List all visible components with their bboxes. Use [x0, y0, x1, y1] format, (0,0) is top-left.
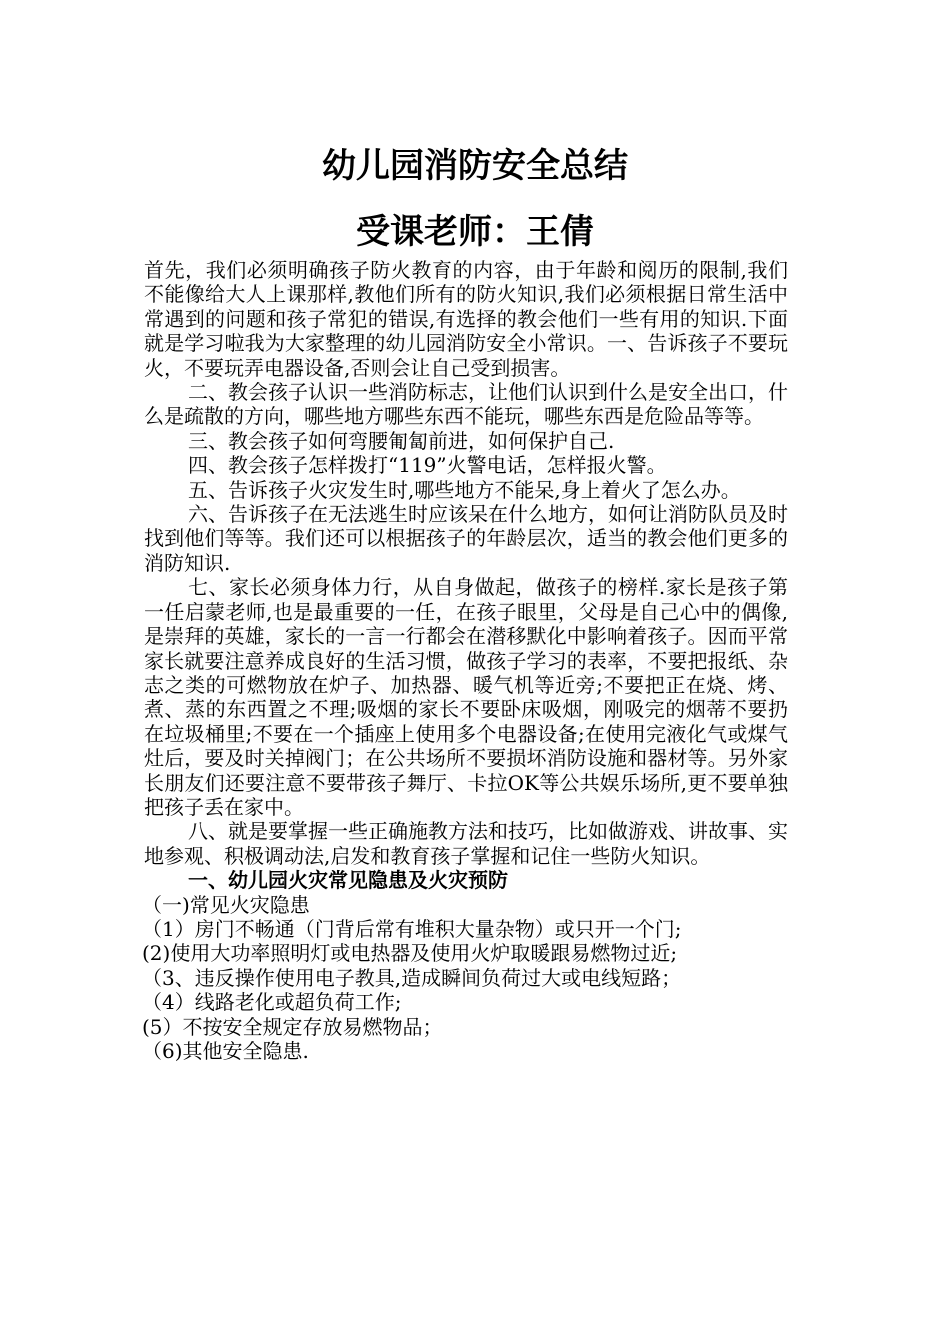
paragraph: 八、就是要掌握一些正确施教方法和技巧，比如做游戏、讲故事、实地参观、积极调动法,启发和教育孩子掌握和记住一些防火知识。 [144, 819, 788, 868]
paragraph: 二、教会孩子认识一些消防标志，让他们认识到什么是安全出口，什么是疏散的方向，哪些地方哪些东西不能玩，哪些东西是危险品等等。 [144, 380, 788, 429]
paragraph: 五、告诉孩子火灾发生时,哪些地方不能呆,身上着火了怎么办。 [188, 477, 741, 502]
list-item: （一)常见火灾隐患 [142, 892, 310, 917]
list-item: (5）不按安全规定存放易燃物品； [142, 1014, 443, 1039]
document-subtitle: 受课老师：王倩 [356, 212, 594, 252]
list-item: （1）房门不畅通（门背后常有堆积大量杂物）或只开一个门; [142, 916, 682, 941]
list-item: (2)使用大功率照明灯或电热器及使用火炉取暖跟易燃物过近; [142, 941, 678, 966]
paragraph: 七、家长必须身体力行，从自身做起，做孩子的榜样.家长是孩子第一任启蒙老师,也是最重要的一任，在孩子眼里，父母是自己心中的偶像,是崇拜的英雄，家长的一言一行都会在潜移默化中影响着孩子。因而平常家长就要注意养成良好的生活习惯，做孩子学习的表率，不要把报纸、杂志之类的可燃物放在炉子、加热器、暖气机等近旁;不要把正在烧、烤、煮、蒸的东西置之不理;吸烟的家长不要卧床吸烟，刚吸完的烟蒂不要扔在垃圾桶里;不要在一个插座上使用多个电器设备;在使用完液化气或煤气灶后，要及时关掉阀门；在公共场所不要损坏消防设施和器材等。另外家长朋友们还要注意不要带孩子舞厅、卡拉OK等公共娱乐场所,更不要单独把孩子丢在家中。 [144, 575, 788, 819]
section-heading: 一、幼儿园火灾常见隐患及火灾预防 [188, 868, 508, 893]
paragraph: 四、教会孩子怎样拨打“119”火警电话，怎样报火警。 [188, 453, 667, 478]
paragraph: 三、教会孩子如何弯腰匍匐前进，如何保护自己. [188, 428, 615, 453]
list-item: （6)其他安全隐患. [142, 1039, 309, 1063]
paragraph: 首先，我们必须明确孩子防火教育的内容，由于年龄和阅历的限制,我们不能像给大人上课那样,教他们所有的防火知识,我们必须根据日常生活中常遇到的问题和孩子常犯的错误,有选择的教会他们一些有用的知识.下面就是学习啦我为大家整理的幼儿园消防安全小常识。一、告诉孩子不要玩火，不要玩弄电器设备,否则会让自己受到损害。 [144, 258, 788, 380]
list-item: （3、违反操作使用电子教具,造成瞬间负荷过大或电线短路； [142, 965, 682, 990]
list-item: （4）线路老化或超负荷工作; [142, 990, 402, 1015]
document-body [144, 258, 788, 1063]
paragraph: 六、告诉孩子在无法逃生时应该呆在什么地方，如何让消防队员及时找到他们等等。我们还可以根据孩子的年龄层次，适当的教会他们更多的消防知识. [144, 502, 788, 575]
document-title: 幼儿园消防安全总结 [322, 146, 628, 186]
